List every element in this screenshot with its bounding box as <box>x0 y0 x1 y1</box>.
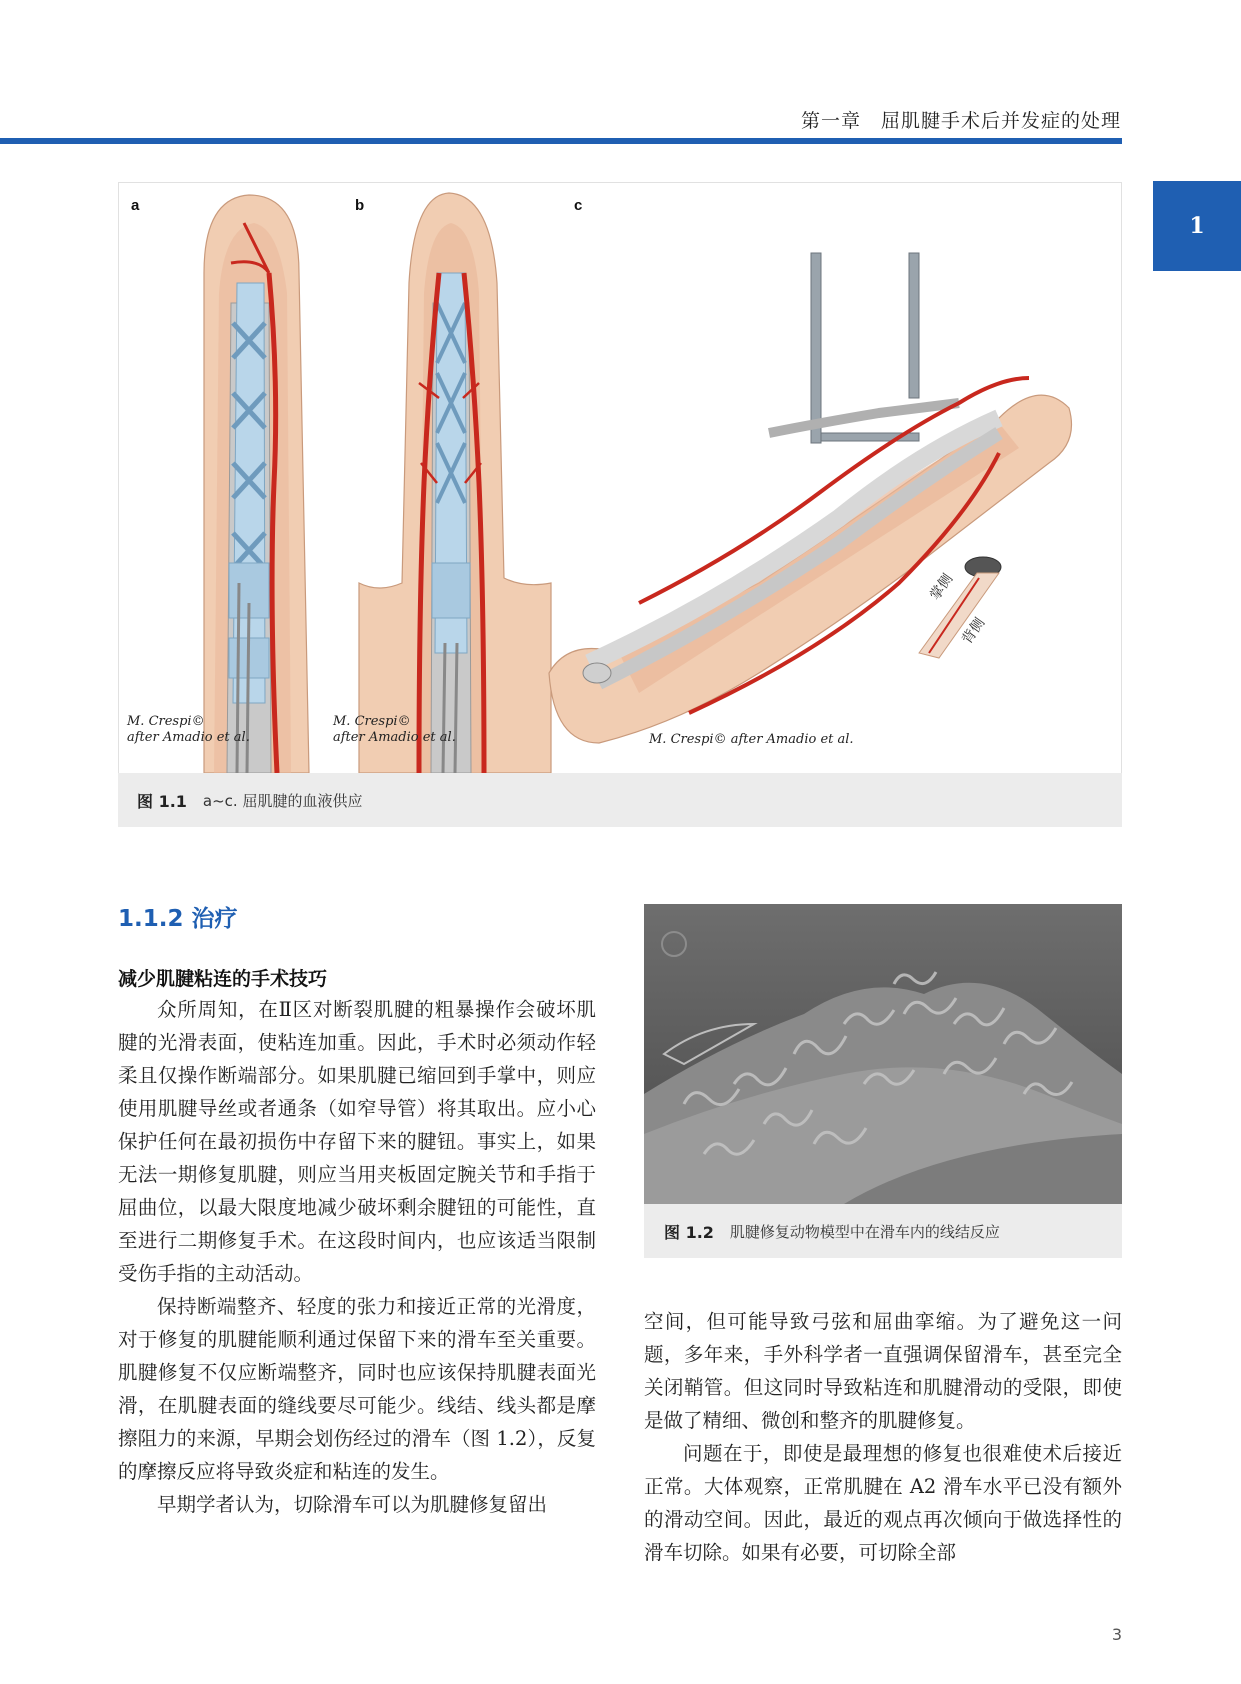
signature-a-line2: after Amadio et al. <box>127 730 250 745</box>
figure-1-1 <box>118 182 1122 827</box>
header-rule <box>0 138 1122 144</box>
page-number: 3 <box>1111 1625 1122 1644</box>
panel-a-finger <box>204 195 309 773</box>
panel-b-finger <box>359 193 551 773</box>
inset-label-palmar: 掌侧 <box>927 571 957 604</box>
panel-c-finger <box>549 253 1072 743</box>
figure-1-2-label: 图 1.2 <box>664 1222 714 1242</box>
signature-b-line2: after Amadio et al. <box>333 730 456 745</box>
signature-a-line1: M. Crespi© <box>127 714 205 729</box>
figure-1-2 <box>644 904 1122 1204</box>
figure-1-1-caption <box>118 773 1122 827</box>
panel-label-c: c <box>574 197 583 214</box>
figure-1-2-caption-text: 肌腱修复动物模型中在滑车内的线结反应 <box>729 1222 1000 1241</box>
panel-label-a: a <box>131 197 140 214</box>
left-paragraph-3: 早期学者认为，切除滑车可以为肌腱修复留出 <box>157 1493 548 1516</box>
section-heading: 1.1.2 治疗 <box>118 906 238 932</box>
signature-c: M. Crespi© after Amadio et al. <box>649 732 854 747</box>
figure-1-2-caption <box>644 1204 1122 1258</box>
inset-label-dorsal: 背侧 <box>959 615 989 648</box>
left-paragraph-2: 保持断端整齐、轻度的张力和接近正常的光滑度，对于修复的肌腱能顺利通过保留下来的滑车至关重要。肌腱修复不仅应断端整齐，同时也应该保持肌腱表面光滑，在肌腱表面的缝线要尽可能少。线结、线头都是摩擦阻力的来源，早期会划伤经过的滑车（图 1.2），反复的摩擦反应将导致炎症和粘连的发生。 <box>118 1295 596 1483</box>
figure-1-1-label: 图 1.1 <box>137 791 187 811</box>
left-paragraph-1: 众所周知，在Ⅱ区对断裂肌腱的粗暴操作会破坏肌腱的光滑表面，使粘连加重。因此，手术时必须动作轻柔且仅操作断端部分。如果肌腱已缩回到手掌中，则应使用肌腱导丝或者通条（如窄导管）将其取出。应小心保护任何在最初损伤中存留下来的腱钮。事实上，如果无法一期修复肌腱，则应当用夹板固定腕关节和手指于屈曲位，以最大限度地减少破坏剩余腱钮的可能性，直至进行二期修复手术。在这段时间内，也应该适当限制受伤手指的主动活动。 <box>118 998 596 1285</box>
figure-1-1-illustration <box>119 183 1123 774</box>
signature-b-line1: M. Crespi© <box>333 714 411 729</box>
running-header: 第一章 屈肌腱手术后并发症的处理 <box>800 110 1121 132</box>
figure-1-2-micrograph <box>644 904 1122 1204</box>
chapter-tab: 1 <box>1153 181 1241 271</box>
panel-label-b: b <box>355 197 365 214</box>
left-column <box>118 993 596 1521</box>
figure-1-1-caption-text: a~c. 屈肌腱的血液供应 <box>202 791 363 810</box>
right-paragraph-1: 空间，但可能导致弓弦和屈曲挛缩。为了避免这一问题，多年来，手外科学者一直强调保留滑车，甚至完全关闭鞘管。但这同时导致粘连和肌腱滑动的受限，即使是做了精细、微创和整齐的肌腱修复。 <box>644 1310 1122 1432</box>
right-column <box>644 1305 1122 1569</box>
right-paragraph-2: 问题在于，即使是最理想的修复也很难使术后接近正常。大体观察，正常肌腱在 A2 滑车水平已没有额外的滑动空间。因此，最近的观点再次倾向于做选择性的滑车切除。如果有必要，可切除全部 <box>644 1442 1122 1564</box>
subheading: 减少肌腱粘连的手术技巧 <box>118 968 328 990</box>
